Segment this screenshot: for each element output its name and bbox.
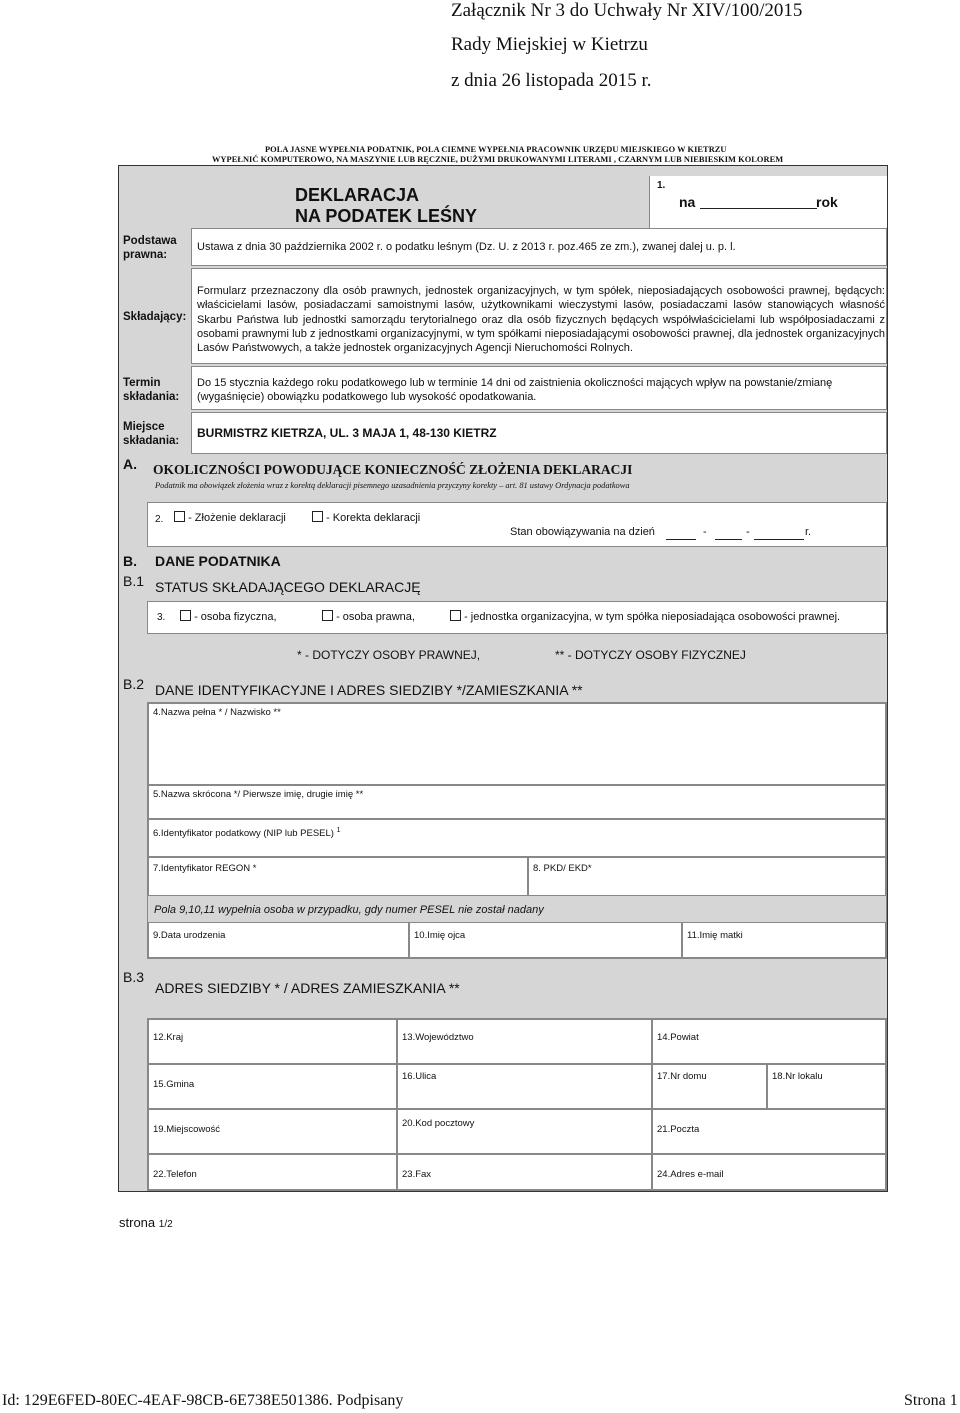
field-6-label-text: 6.Identyfikator podatkowy (NIP lub PESEL) xyxy=(153,828,334,840)
section-b1-box xyxy=(147,601,887,634)
pola-note: Pola 9,10,11 wypełnia osoba w przypadku, gdy numer PESEL nie został nadany xyxy=(154,904,544,916)
year-field-number: 1. xyxy=(657,180,666,191)
page-number-value: 1/2 xyxy=(158,1219,173,1230)
field-21-label: 21.Poczta xyxy=(657,1124,700,1135)
field-21[interactable] xyxy=(652,1109,886,1154)
field-4[interactable] xyxy=(148,703,886,785)
field-8-label: 8. PKD/ EKD* xyxy=(533,863,592,874)
section-b2-letter: B.2 xyxy=(123,676,145,692)
declaration-form xyxy=(118,165,888,1192)
field-6[interactable] xyxy=(148,819,886,857)
skladajacy-text: Formularz przeznaczony dla osób prawnych, jednostek organizacyjnych, w tym spółek, nieposiadających osobowości prawnej, będących: właścicielami lasów, posiadaczami samoistnymi lasów, użytkownikami wieczystymi lasów, posiadaczami lasów stanowiących własność Skarbu Państwa lub jednostki samorządu terytorialnego oraz dla osób fizycznych będących współwłaścicielami lub współposiadaczami z osobami prawnymi lub z jednostkami organizacyjnymi, w tym spółkami nieposiadającymi osobowości prawnej, dla jednostek organizacyjnych Lasów Państwowych, a także jednostek organizacyjnych Agencji Nieruchomości Rolnych. xyxy=(197,285,885,355)
podstawa-box xyxy=(191,228,887,266)
field-4-label: 4.Nazwa pełna * / Nazwisko ** xyxy=(153,707,281,718)
field-2-number: 2. xyxy=(155,514,164,525)
year-field-na: na xyxy=(679,194,696,210)
option-korekta[interactable] xyxy=(312,511,420,524)
skladajacy-label: Składający: xyxy=(123,311,187,323)
option-osoba-fizyczna-label: - osoba fizyczna, xyxy=(194,611,277,623)
option-zlozenie-label: - Złożenie deklaracji xyxy=(188,512,286,524)
field-9[interactable] xyxy=(148,922,409,958)
title-line1: DEKLARACJA xyxy=(295,185,420,205)
field-16[interactable] xyxy=(397,1064,652,1109)
section-b2-box xyxy=(147,702,887,959)
field-23[interactable] xyxy=(397,1154,652,1190)
field-13-label: 13.Województwo xyxy=(402,1032,474,1043)
option-osoba-prawna-label: - osoba prawna, xyxy=(336,611,415,623)
field-7-label: 7.Identyfikator REGON * xyxy=(153,863,257,874)
section-b3-box xyxy=(147,1018,887,1191)
section-a-letter: A. xyxy=(123,456,137,472)
field-6-label xyxy=(153,827,341,839)
section-b-title: DANE PODATNIKA xyxy=(155,553,281,569)
miejsce-label: Miejsce składania: xyxy=(123,421,180,447)
title-area xyxy=(191,166,649,230)
stan-dash2: - xyxy=(746,526,750,538)
option-jednostka[interactable] xyxy=(450,610,840,623)
field-12[interactable] xyxy=(148,1019,397,1064)
field-11[interactable] xyxy=(682,922,886,958)
field-17-label: 17.Nr domu xyxy=(657,1071,707,1082)
field-17[interactable] xyxy=(652,1064,767,1109)
miejsce-text: BURMISTRZ KIETRZA, UL. 3 MAJA 1, 48-130 KIETRZ xyxy=(197,426,497,440)
section-a-title: OKOLICZNOŚCI POWODUJĄCE KONIECZNOŚĆ ZŁOŻENIA DEKLARACJI xyxy=(153,462,633,477)
option-zlozenie[interactable] xyxy=(174,511,286,524)
option-osoba-fizyczna[interactable] xyxy=(180,610,277,623)
field-12-label: 12.Kraj xyxy=(153,1032,184,1043)
field-7[interactable] xyxy=(148,857,528,896)
section-b2-title: DANE IDENTYFIKACYJNE I ADRES SIEDZIBY */ZAMIESZKANIA ** xyxy=(155,682,583,698)
field-9-label: 9.Data urodzenia xyxy=(153,930,226,941)
field-24[interactable] xyxy=(652,1154,886,1190)
section-b-letter: B. xyxy=(123,553,137,569)
termin-text: Do 15 stycznia każdego roku podatkowego lub w terminie 14 dni od zaistnienia okoliczności mających wpływ na powstanie/zmianę (wygaśnięcie) obowiązku podatkowego lub wysokość opodatkowania. xyxy=(197,377,833,404)
footer-page: Strona 1 xyxy=(904,1392,958,1409)
note-osoba-prawna: * - DOTYCZY OSOBY PRAWNEJ, xyxy=(297,648,481,662)
field-24-label: 24.Adres e-mail xyxy=(657,1169,724,1180)
field-5[interactable] xyxy=(148,785,886,819)
termin-box xyxy=(191,366,887,410)
stan-r: r. xyxy=(805,526,812,538)
field-18[interactable] xyxy=(767,1064,886,1109)
section-a-box xyxy=(147,502,887,547)
section-b1-letter: B.1 xyxy=(123,573,145,589)
field-15-label: 15.Gmina xyxy=(153,1079,195,1090)
field-13[interactable] xyxy=(397,1019,652,1064)
checkbox-zlozenie[interactable] xyxy=(174,511,185,522)
field-11-label: 11.Imię matki xyxy=(687,930,743,941)
field-20[interactable] xyxy=(397,1109,652,1154)
skladajacy-box xyxy=(191,268,887,364)
year-field[interactable] xyxy=(649,176,887,228)
field-18-label: 18.Nr lokalu xyxy=(772,1071,823,1082)
field-3-number: 3. xyxy=(157,612,166,623)
year-field-rok: rok xyxy=(816,194,838,210)
checkbox-korekta[interactable] xyxy=(312,511,323,522)
miejsce-box xyxy=(191,412,887,454)
option-osoba-prawna[interactable] xyxy=(322,610,415,623)
attachment-header-line2: Rady Miejskiej w Kietrzu xyxy=(451,34,648,55)
section-b1-title: STATUS SKŁADAJĄCEGO DEKLARACJĘ xyxy=(155,579,421,595)
section-a-subtitle: Podatnik ma obowiązek złożenia wraz z korektą deklaracji pisemnego uzasadnienia przyczyny korekty – art. 81 ustawy Ordynacja podatkowa xyxy=(155,481,630,490)
field-8[interactable] xyxy=(528,857,886,896)
field-14-label: 14.Powiat xyxy=(657,1032,699,1043)
footer-document-id: Id: 129E6FED-80EC-4EAF-98CB-6E738E501386. Podpisany xyxy=(2,1392,404,1409)
attachment-header-line1: Załącznik Nr 3 do Uchwały Nr XIV/100/2015 xyxy=(451,0,803,21)
field-22[interactable] xyxy=(148,1154,397,1190)
podstawa-text: Ustawa z dnia 30 października 2002 r. o podatku leśnym (Dz. U. z 2013 r. poz.465 ze zm.), zwanej dalej u. p. l. xyxy=(197,241,736,253)
stan-day-line[interactable] xyxy=(666,539,696,540)
field-19-label: 19.Miejscowość xyxy=(153,1124,221,1135)
field-20-label: 20.Kod pocztowy xyxy=(402,1118,475,1129)
checkbox-osoba-fizyczna[interactable] xyxy=(180,610,191,621)
termin-label: Termin składania: xyxy=(123,377,180,403)
stan-month-line[interactable] xyxy=(715,539,742,540)
option-korekta-label: - Korekta deklaracji xyxy=(326,512,421,524)
field-10[interactable] xyxy=(409,922,682,958)
stan-label: Stan obowiązywania na dzień xyxy=(510,526,655,538)
field-10-label: 10.Imię ojca xyxy=(414,930,466,941)
page-number xyxy=(119,1215,173,1230)
attachment-header-line3: z dnia 26 listopada 2015 r. xyxy=(451,70,652,91)
instruction-line1: POLA JASNE WYPEŁNIA PODATNIK, POLA CIEMNE WYPEŁNIA PRACOWNIK URZĘDU MIEJSKIEGO W KIETRZU xyxy=(265,145,727,154)
page-number-word: strona xyxy=(119,1215,156,1230)
checkbox-jednostka[interactable] xyxy=(450,610,461,621)
title-line2: NA PODATEK LEŚNY xyxy=(295,206,478,226)
stan-dash1: - xyxy=(703,526,707,538)
field-22-label: 22.Telefon xyxy=(153,1169,197,1180)
field-16-label: 16.Ulica xyxy=(402,1071,437,1082)
option-jednostka-label: - jednostka organizacyjna, w tym spółka nieposiadająca osobowości prawnej. xyxy=(464,611,841,623)
field-5-label: 5.Nazwa skrócona */ Pierwsze imię, drugie imię ** xyxy=(153,789,364,800)
stan-year-line[interactable] xyxy=(754,539,804,540)
field-14[interactable] xyxy=(652,1019,886,1064)
checkbox-osoba-prawna[interactable] xyxy=(322,610,333,621)
section-b3-letter: B.3 xyxy=(123,969,145,985)
field-15[interactable] xyxy=(148,1064,397,1109)
section-b3-title: ADRES SIEDZIBY * / ADRES ZAMIESZKANIA ** xyxy=(155,980,460,996)
field-23-label: 23.Fax xyxy=(402,1169,432,1180)
instruction-line2: WYPEŁNIĆ KOMPUTEROWO, NA MASZYNIE LUB RĘCZNIE, DUŻYMI DRUKOWANYMI LITERAMI , CZARNYM LUB NIEBIESKIM KOLOREM xyxy=(212,155,784,164)
field-19[interactable] xyxy=(148,1109,397,1154)
podstawa-label: Podstawa prawna: xyxy=(123,235,177,261)
note-osoba-fizyczna: ** - DOTYCZY OSOBY FIZYCZNEJ xyxy=(555,648,746,662)
year-underline xyxy=(700,208,817,209)
field-6-footnote: 1 xyxy=(336,827,341,834)
